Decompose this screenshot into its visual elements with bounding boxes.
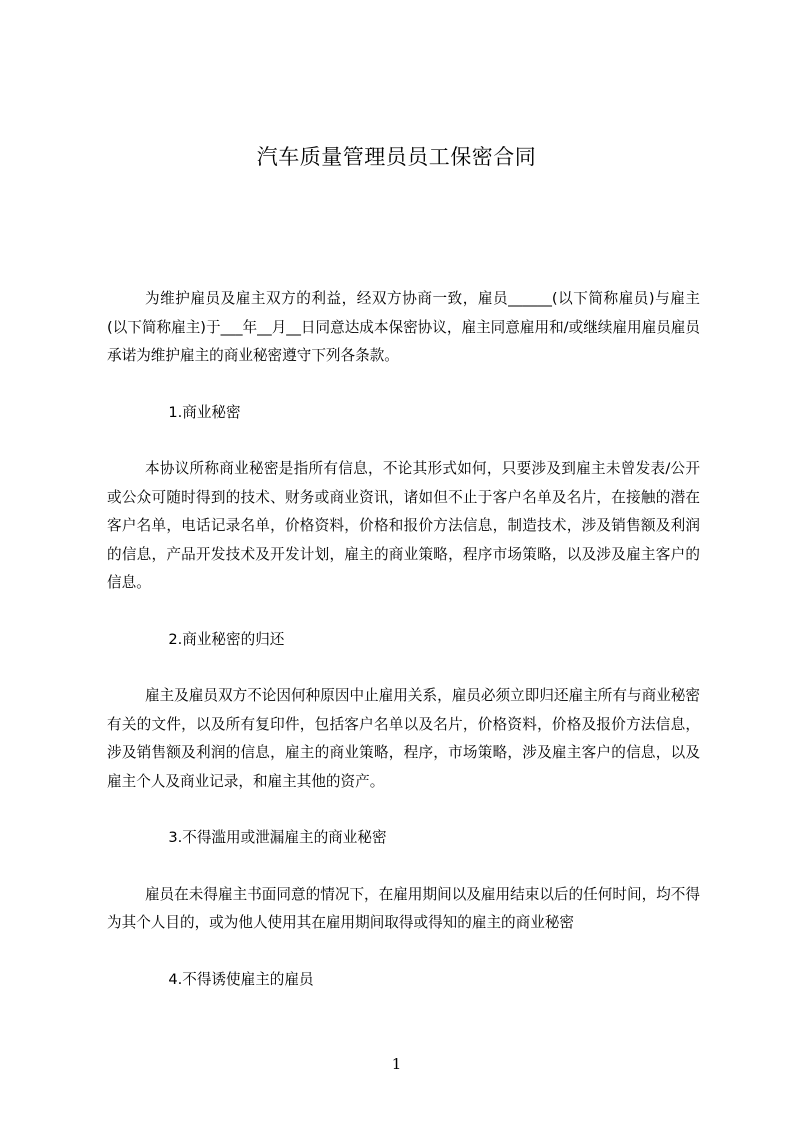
section-paragraph: 本协议所称商业秘密是指所有信息，不论其形式如何，只要涉及到雇主未曾发表/公开或公众可随时得到的技术、财务或商业资讯，诸如但不止于客户名单及名片，在接触的潜在客户名单，电话记录名单，价格资料，价格和报价方法信息，制造技术，涉及销售额及利润的信息，产品开发技术及开发计划，雇主的商业策略，程序市场策略，以及涉及雇主客户的信息。 bbox=[107, 460, 700, 591]
intro-paragraph: 为维护雇员及雇主双方的利益，经双方协商一致，雇员______(以下简称雇员)与雇主(以下简称雇主)于___年__月__日同意达成本保密协议，雇主同意雇用和/或继续雇用雇员雇员承诺为维护雇主的商业秘密遵守下列各条款。 bbox=[107, 290, 700, 364]
page-number: 1 bbox=[391, 1055, 402, 1073]
section-paragraph: 雇员在未得雇主书面同意的情况下，在雇用期间以及雇用结束以后的任何时间，均不得为其个人目的，或为他人使用其在雇用期间取得或得知的雇主的商业秘密 bbox=[107, 885, 700, 931]
section-paragraph: 雇主及雇员双方不论因何种原因中止雇用关系，雇员必须立即归还雇主所有与商业秘密有关的文件，以及所有复印件，包括客户名单以及名片，价格资料，价格及报价方法信息，涉及销售额及利润的信息，雇主的商业策略，程序，市场策略，涉及雇主客户的信息，以及雇主个人及商业记录，和雇主其他的资产。 bbox=[107, 687, 700, 790]
section-heading: 3.不得滥用或泄漏雇主的商业秘密 bbox=[168, 829, 387, 846]
document-title: 汽车质量管理员员工保密合同 bbox=[256, 145, 537, 169]
section-heading: 1.商业秘密 bbox=[168, 403, 241, 421]
section-heading: 2.商业秘密的归还 bbox=[168, 630, 285, 648]
section-heading: 4.不得诱使雇主的雇员 bbox=[168, 970, 314, 988]
document-body bbox=[107, 285, 700, 994]
